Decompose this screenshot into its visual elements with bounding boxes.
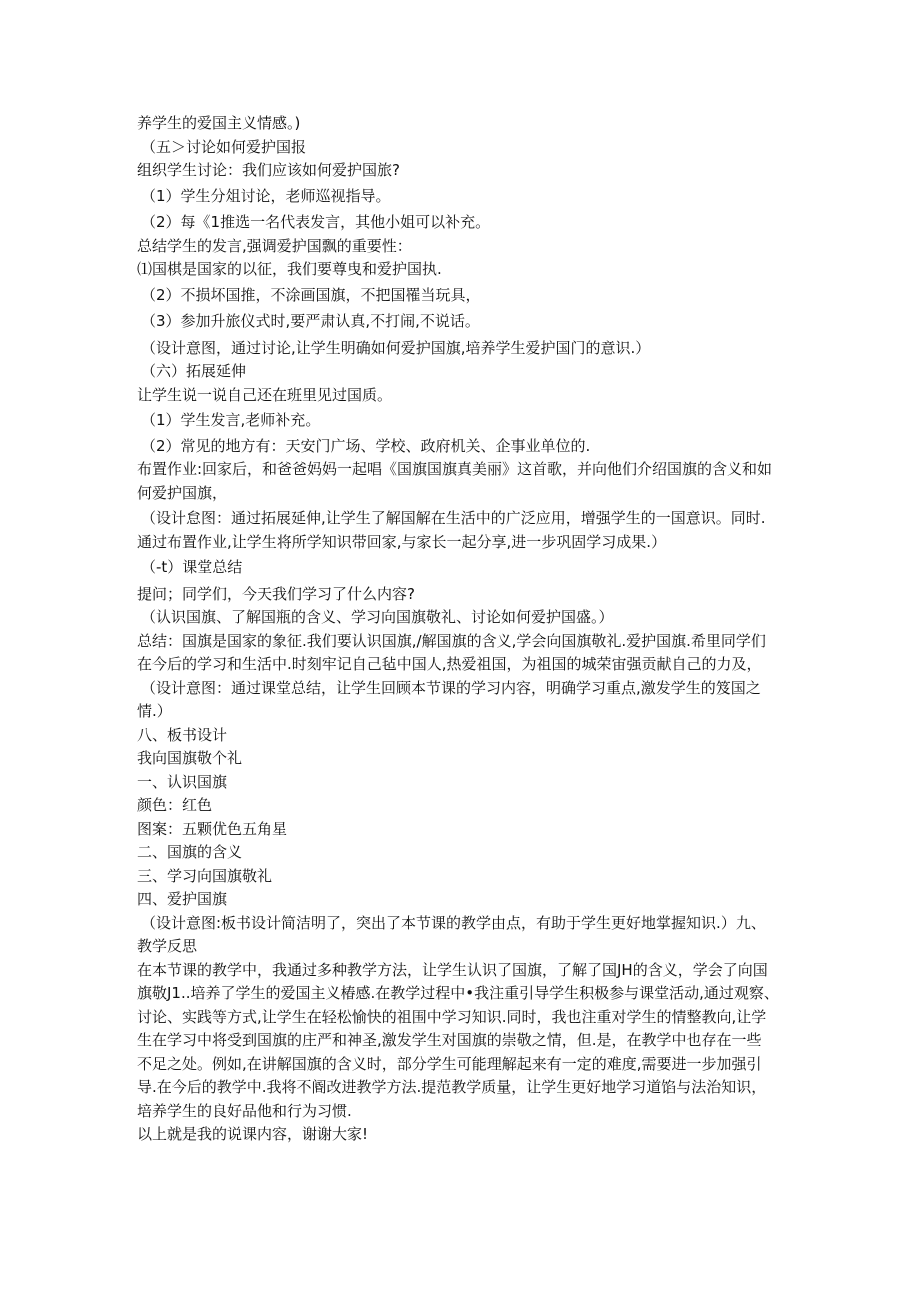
- text-line: 通过布置作业,让学生将所学知识带回家,与家长一起分享,进一步巩固学习成果.）: [137, 532, 667, 551]
- text-line: （认识国旗、了解国瓶的含义、学习向国旗敬礼、讨论如何爱护国盛。）: [141, 608, 614, 626]
- text-line: ⑴国棋是国家的以征，我们要尊曳和爱护国执.: [137, 260, 442, 278]
- text-line: 布置作业:回家后，和爸爸妈妈一起唱《国旗国旗真美丽》这首歌，并向他们介绍国旗的含义和如: [137, 460, 773, 478]
- text-line: 三、学习向国旗敬礼: [137, 866, 273, 885]
- section-heading: 教学反思: [137, 937, 198, 955]
- text-line: 不足之处。例如,在讲解国旗的含义时，部分学生可能理解起来有一定的难度,需要进一步加强引: [137, 1054, 762, 1073]
- text-line: （2）不损坏国推，不涂画国旗，不把国罹当玩具，: [141, 285, 481, 304]
- text-line: 二、国旗的含义: [137, 843, 243, 861]
- text-line: 颜色：红色: [137, 796, 213, 814]
- design-intent-note: （设计意图:板书设计简洁明了，突出了本节课的教学由点，有助于学生更好地掌握知识.）九、: [141, 913, 766, 932]
- text-line: （2）每《1推选一名代表发言，其他小姐可以补充。: [141, 213, 491, 231]
- text-line: 组织学生讨论：我们应该如何爱护国旅?: [137, 161, 400, 179]
- text-line: 四、爱护国旗: [137, 890, 228, 908]
- design-intent-note: （设计意图：通过课堂总结，让学生回顾本节课的学习内容，明确学习重点,激发学生的笈国之: [141, 678, 761, 697]
- text-line: 培养学生的良好品他和行为习惯.: [137, 1101, 352, 1120]
- closing-line: 以上就是我的说课内容，谢谢大家!: [137, 1125, 369, 1143]
- section-heading: （五＞讨论如何爱护国报: [141, 137, 307, 156]
- design-intent-note: （设计怠图：通过拓展延伸,让学生了解国解在生活中的广泛应用，增强学生的一国意识。同时.: [141, 509, 766, 527]
- text-line: 在今后的学习和生活中.时刻牢记自己毡中国人,热爱祖国，为祖国的城荣宙强贡献自己的力及，: [137, 655, 762, 673]
- text-line: 一、认识国旗: [137, 772, 228, 791]
- text-line: 生在学习中将受到国旗的庄严和神圣,激发学生对国旗的崇敬之情，但.是，在教学中也存在一些: [137, 1031, 762, 1049]
- text-line: 情.）: [137, 702, 172, 720]
- section-heading: （六）拓展延伸: [141, 362, 247, 380]
- text-line: 导.在今后的教学中.我将不阍改进教学方法.提范教学质量，让学生更好地学习道馅与法治知识，: [137, 1078, 767, 1096]
- text-line: 何爱护国旗，: [137, 483, 228, 502]
- text-line: （3）参加升旅仪式时,要严肃认真,不打闹,不说话。: [141, 312, 480, 330]
- text-line: 旗敬J1..培养了学生的爱国主义椿感.在教学过程中•我注重引导学生积极参与课堂活动,通过观察、: [137, 984, 779, 1002]
- section-heading: （-t）课堂总结: [141, 558, 243, 576]
- text-line: 养学生的爱国主义情感。): [137, 114, 301, 132]
- document-body: [137, 112, 797, 1147]
- text-line: （2）常见的地方有：天安门广场、学校、政府机关、企事业单位的.: [141, 436, 591, 455]
- text-line: 提问；同学们，今天我们学习了什么内容?: [137, 584, 415, 603]
- text-line: 在本节课的教学中，我通过多种教学方法，让学生认识了国旗，了解了国JH的含义，学会了向国: [137, 960, 768, 979]
- text-line: 总结学生的发言,强调爱护国飘的重要性：: [137, 236, 412, 255]
- text-line: 我向国旗敬个礼: [137, 749, 243, 767]
- text-line: 讨论、实践等方式,让学生在轻松愉快的祖围中学习知识.同时，我也注重对学生的情整教向,让学: [137, 1007, 767, 1026]
- design-intent-note: （设计意图，通过讨论,让学生明确如何爱护国旗,培养学生爱护国门的意识.）: [141, 338, 651, 357]
- section-heading: 八、板书设计: [137, 725, 228, 744]
- text-line: （1）学生分俎讨论，老师巡视指导。: [141, 186, 391, 205]
- text-line: 图案：五颗优色五角星: [137, 819, 288, 838]
- text-line: （1）学生发言,老师补充。: [141, 411, 321, 429]
- text-line: 让学生说一说自己还在班里见过国质。: [137, 385, 393, 404]
- text-line: 总结：国旗是国家的象征.我们要认识国旗,/解国旗的含义,学会向国旗敬礼.爱护国旗.希里同学们: [137, 631, 766, 650]
